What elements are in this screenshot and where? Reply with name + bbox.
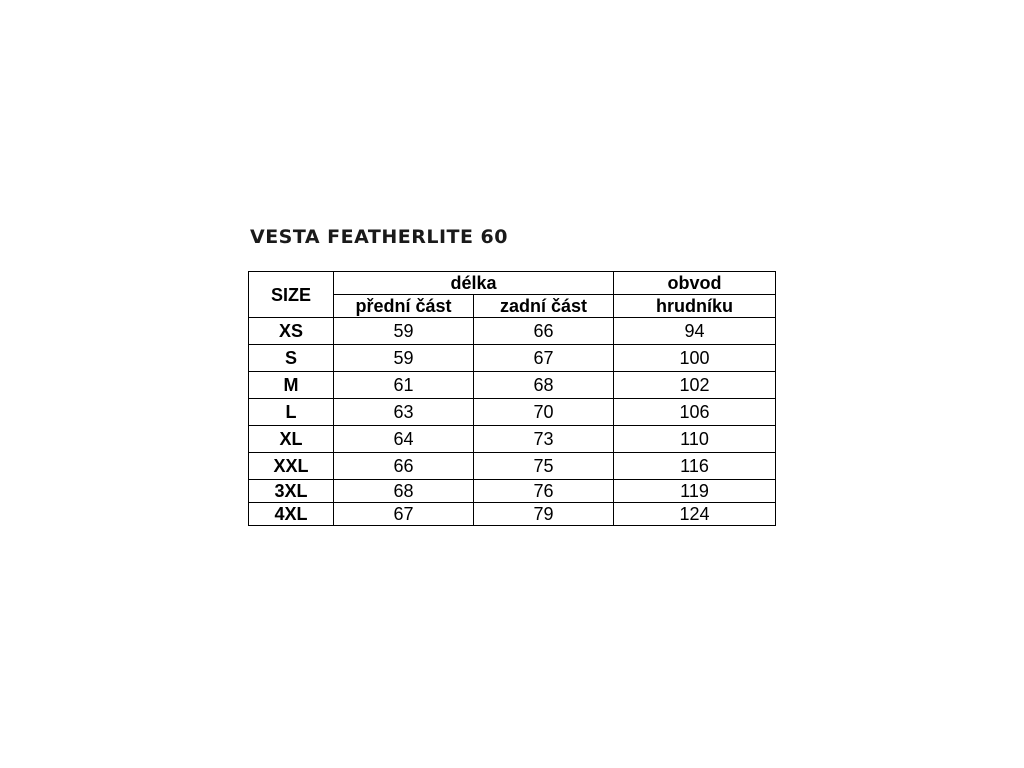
front-length-cell: 61 xyxy=(334,372,474,399)
size-cell: 4XL xyxy=(249,503,334,526)
back-length-cell: 75 xyxy=(474,453,614,480)
back-length-cell: 73 xyxy=(474,426,614,453)
header-chest-line2: hrudníku xyxy=(614,295,776,318)
front-length-cell: 66 xyxy=(334,453,474,480)
chest-cell: 116 xyxy=(614,453,776,480)
header-front: přední část xyxy=(334,295,474,318)
chest-cell: 106 xyxy=(614,399,776,426)
chest-cell: 102 xyxy=(614,372,776,399)
table-row xyxy=(249,480,776,503)
chest-cell: 110 xyxy=(614,426,776,453)
front-length-cell: 59 xyxy=(334,345,474,372)
header-back: zadní část xyxy=(474,295,614,318)
table-row xyxy=(249,453,776,480)
back-length-cell: 67 xyxy=(474,345,614,372)
page-title: VESTA FEATHERLITE 60 xyxy=(250,226,509,248)
table-row xyxy=(249,503,776,526)
size-cell: M xyxy=(249,372,334,399)
front-length-cell: 68 xyxy=(334,480,474,503)
back-length-cell: 68 xyxy=(474,372,614,399)
front-length-cell: 64 xyxy=(334,426,474,453)
table-row xyxy=(249,345,776,372)
header-chest-line1: obvod xyxy=(614,272,776,295)
size-cell: XL xyxy=(249,426,334,453)
size-cell: XXL xyxy=(249,453,334,480)
back-length-cell: 79 xyxy=(474,503,614,526)
size-cell: XS xyxy=(249,318,334,345)
front-length-cell: 59 xyxy=(334,318,474,345)
back-length-cell: 66 xyxy=(474,318,614,345)
chest-cell: 124 xyxy=(614,503,776,526)
back-length-cell: 70 xyxy=(474,399,614,426)
front-length-cell: 63 xyxy=(334,399,474,426)
back-length-cell: 76 xyxy=(474,480,614,503)
size-cell: S xyxy=(249,345,334,372)
header-size: SIZE xyxy=(249,272,334,318)
header-length-group: délka xyxy=(334,272,614,295)
size-cell: L xyxy=(249,399,334,426)
chest-cell: 94 xyxy=(614,318,776,345)
table-row xyxy=(249,399,776,426)
header-row-top xyxy=(249,272,776,295)
size-chart-table xyxy=(248,271,776,526)
front-length-cell: 67 xyxy=(334,503,474,526)
size-cell: 3XL xyxy=(249,480,334,503)
table-row xyxy=(249,318,776,345)
chest-cell: 119 xyxy=(614,480,776,503)
table-row xyxy=(249,372,776,399)
table-row xyxy=(249,426,776,453)
chest-cell: 100 xyxy=(614,345,776,372)
